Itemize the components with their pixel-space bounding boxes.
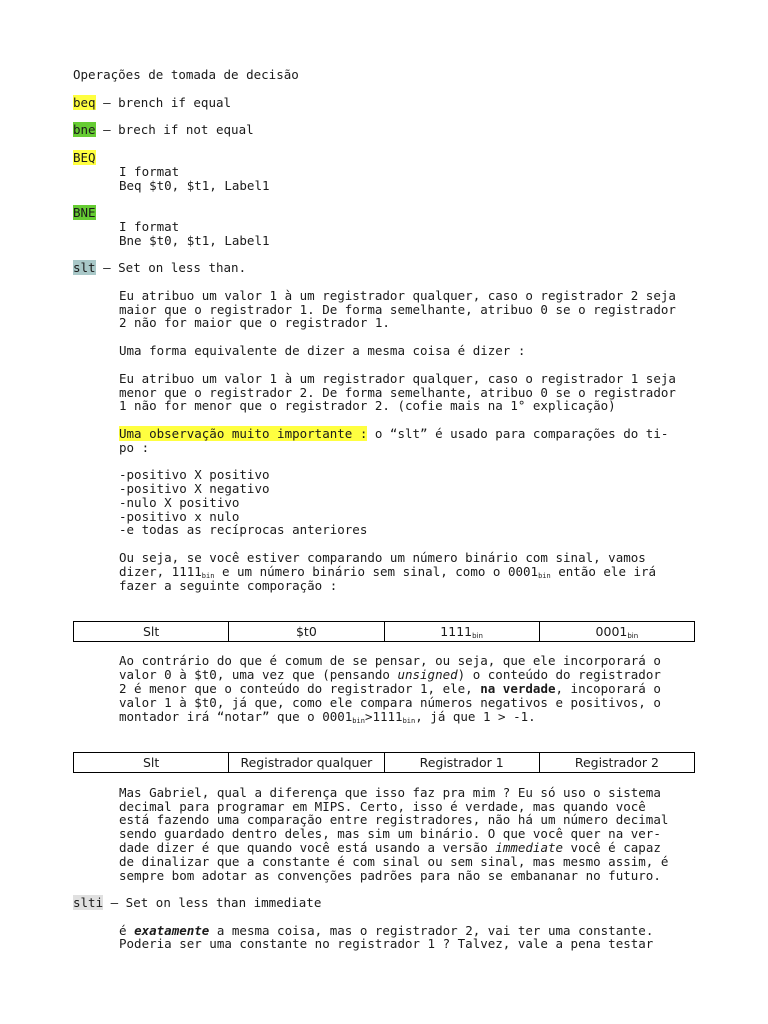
para5-text: ) o conteúdo do registrador — [457, 667, 661, 682]
list-item: -e todas as recíprocas anteriores — [119, 522, 368, 537]
para4-line — [119, 565, 656, 579]
subscript-bin: bin — [402, 717, 416, 725]
para7-text: é — [119, 923, 135, 938]
beq-description: – brench if equal — [95, 95, 232, 110]
bne-line — [73, 123, 254, 137]
para6-line: decimal para programar em MIPS. Certo, isso é verdade, mas quando você — [119, 799, 646, 814]
para6-text: você é capaz — [563, 840, 661, 855]
BNE-keyword: BNE — [73, 205, 96, 220]
beq-line — [73, 96, 231, 110]
para4-line: Ou seja, se você estiver comparando um número binário com sinal, vamos — [119, 550, 646, 565]
observation-line2: po : — [119, 440, 150, 455]
table-cell — [384, 622, 539, 642]
para5-line: Ao contrário do que é comum de se pensar, ou seja, que ele incorporará o — [119, 653, 661, 668]
table-cell: Slt — [74, 753, 229, 773]
subscript-bin: bin — [627, 631, 639, 640]
para5-line — [119, 682, 661, 696]
slt-line — [73, 261, 246, 275]
slti-keyword: slti — [73, 895, 104, 910]
bne-keyword: bne — [73, 122, 96, 137]
para5-line — [119, 710, 536, 724]
cell-value: 0001 — [595, 623, 628, 639]
para6-line — [119, 841, 661, 855]
para4-text: dizer, 1111 — [119, 564, 202, 579]
para1-line: Eu atribuo um valor 1 à um registrador qualquer, caso o registrador 2 seja — [119, 288, 676, 303]
BNE-heading — [73, 206, 96, 220]
slt-keyword: slt — [73, 260, 96, 275]
para6-line: sempre bom adotar as convenções padrões para não se embananar no futuro. — [119, 868, 661, 883]
para4-line: fazer a seguinte comporação : — [119, 578, 338, 593]
list-item: -positivo X positivo — [119, 467, 270, 482]
BEQ-example: Beq $t0, $t1, Label1 — [119, 178, 270, 193]
BNE-format: I format — [119, 219, 180, 234]
para7-line: Poderia ser uma constante no registrador 1 ? Talvez, vale a pena testar — [119, 936, 654, 951]
cell-value: 1111 — [440, 623, 473, 639]
para5-text: , incoporará o — [555, 681, 661, 696]
slti-line — [73, 896, 321, 910]
beq-keyword: beq — [73, 95, 96, 110]
para7-text: a mesma coisa, mas o registrador 2, vai ter uma constante. — [209, 923, 654, 938]
para5-text: montador irá “notar” que o 0001 — [119, 709, 353, 724]
para5-text: 2 é menor que o conteúdo do registrador 1, ele, — [119, 681, 481, 696]
para5-italic: unsigned — [397, 667, 458, 682]
para5-line: valor 1 à $t0, já que, como ele compara números negativos e positivos, o — [119, 695, 661, 710]
list-item: -nulo X positivo — [119, 495, 240, 510]
para6-line: de dinalizar que a constante é com sinal ou sem sinal, mas mesmo assim, é — [119, 854, 669, 869]
para3-line: menor que o registrador 2. De forma semelhante, atribuo 0 se o registrador — [119, 385, 676, 400]
para3-line: 1 não for menor que o registrador 2. (cofie mais na 1° explicação) — [119, 398, 616, 413]
observation-line — [119, 427, 668, 441]
para5-text: >1111 — [364, 709, 403, 724]
para6-line: Mas Gabriel, qual a diferença que isso faz pra mim ? Eu só uso o sistema — [119, 785, 661, 800]
table-cell — [539, 622, 694, 642]
para4-text: então ele irá — [550, 564, 657, 579]
slt-description: – Set on less than. — [95, 260, 247, 275]
list-item: -positivo x nulo — [119, 509, 240, 524]
BEQ-heading — [73, 151, 96, 165]
BEQ-keyword: BEQ — [73, 150, 96, 165]
para6-line: sendo guardado dentro deles, mas sim um binário. O que você quer na ver- — [119, 826, 661, 841]
subscript-bin: bin — [472, 631, 483, 640]
para2-line: Uma forma equivalente de dizer a mesma coisa é dizer : — [119, 343, 526, 358]
para1-line: 2 não for maior que o registrador 1. — [119, 315, 390, 330]
BNE-example: Bne $t0, $t1, Label1 — [119, 233, 270, 248]
subscript-bin: bin — [201, 572, 215, 580]
observation-text: o “slt” é usado para comparações do ti- — [367, 426, 669, 441]
table-row — [74, 753, 695, 773]
para1-line: maior que o registrador 1. De forma semelhante, atribuo 0 se o registrador — [119, 302, 676, 317]
table-row — [74, 622, 695, 642]
para6-line: está fazendo uma comparação entre registradores, não há um número decimal — [119, 812, 669, 827]
doc-title: Operações de tomada de decisão — [73, 67, 299, 82]
subscript-bin: bin — [538, 572, 551, 580]
comparison-table-1 — [73, 621, 695, 642]
para5-bold: na verdade — [480, 681, 556, 696]
observation-highlight: Uma observação muito importante : — [119, 426, 368, 441]
para3-line: Eu atribuo um valor 1 à um registrador qualquer, caso o registrador 1 seja — [119, 371, 676, 386]
para5-line — [119, 668, 661, 682]
BEQ-format: I format — [119, 164, 180, 179]
slti-description: – Set on less than immediate — [103, 895, 322, 910]
table-cell: $t0 — [229, 622, 384, 642]
list-item: -positivo X negativo — [119, 481, 270, 496]
para5-text: valor 0 à $t0, uma vez que (pensando — [119, 667, 398, 682]
para6-italic: immediate — [495, 840, 564, 855]
para7-bold-italic: exatamente — [134, 923, 210, 938]
table-cell: Slt — [74, 622, 229, 642]
para6-text: dade dizer é que quando você está usando a versão — [119, 840, 496, 855]
table-cell: Registrador qualquer — [229, 753, 384, 773]
para5-text: , já que 1 > -1. — [415, 709, 536, 724]
comparison-table-2 — [73, 752, 695, 773]
para4-text: e um número binário sem sinal, como o 0001 — [214, 564, 539, 579]
table-cell: Registrador 1 — [384, 753, 539, 773]
table-cell: Registrador 2 — [539, 753, 694, 773]
subscript-bin: bin — [352, 717, 365, 725]
bne-description: – brech if not equal — [95, 122, 254, 137]
